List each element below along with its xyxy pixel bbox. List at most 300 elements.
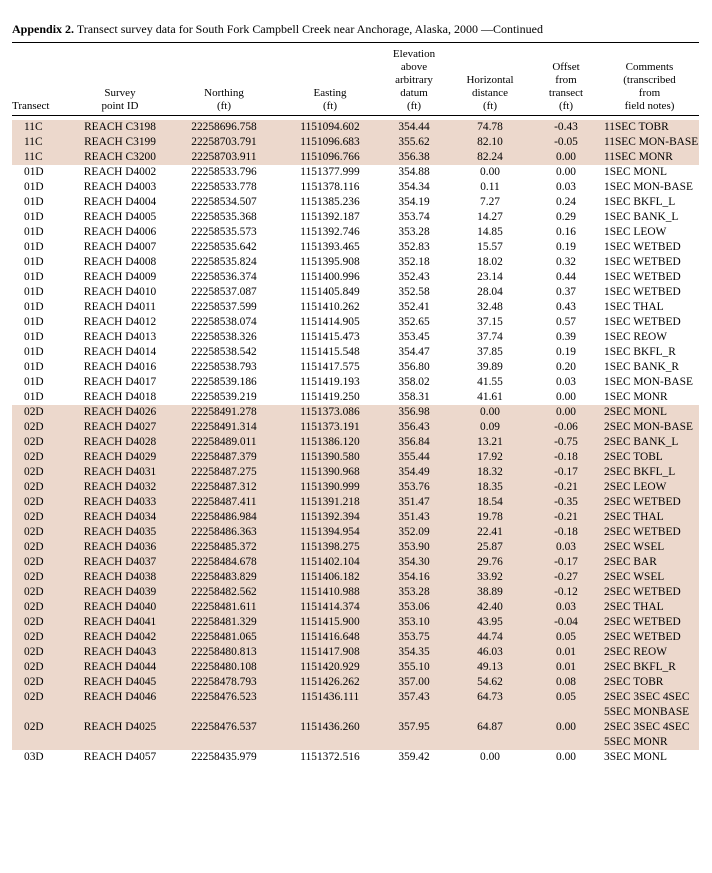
transect-cell: 02D (12, 570, 72, 585)
easting-cell: 1151402.104 (280, 555, 380, 570)
elevation-cell: 353.74 (398, 211, 430, 223)
easting-cell: 1151400.996 (300, 271, 360, 283)
elevation-cell: 355.62 (380, 135, 448, 150)
horizontal-distance-cell: 15.57 (477, 241, 503, 253)
northing-cell: 22258476.523 (168, 690, 280, 720)
survey-point-cell: REACH D4011 (83, 301, 157, 313)
easting-cell: 1151415.473 (300, 331, 360, 343)
survey-point-cell: REACH C3200 (72, 150, 168, 165)
elevation-cell: 354.35 (380, 645, 448, 660)
horizontal-distance-cell: 64.87 (448, 720, 532, 750)
transect-cell: 03D (24, 751, 44, 763)
header-line: Easting (313, 87, 347, 99)
survey-point-cell: REACH D4045 (72, 675, 168, 690)
elevation-cell: 353.28 (380, 585, 448, 600)
comments-cell: 1SEC WETBED (604, 316, 681, 328)
header-rule (12, 115, 699, 116)
offset-cell: 0.00 (556, 391, 576, 403)
table-title (12, 22, 543, 37)
transect-cell: 01D (24, 301, 44, 313)
easting-cell: 1151392.394 (280, 510, 380, 525)
survey-point-cell: REACH D4005 (83, 211, 157, 223)
northing-cell: 22258480.813 (168, 645, 280, 660)
table-row (12, 360, 699, 375)
table-row (12, 510, 699, 525)
elevation-cell: 358.02 (398, 376, 430, 388)
survey-point-cell: REACH D4046 (72, 690, 168, 720)
offset-cell: -0.12 (532, 585, 600, 600)
horizontal-distance-cell: 13.21 (448, 435, 532, 450)
survey-point-cell: REACH D4006 (83, 226, 157, 238)
elevation-cell: 357.43 (380, 690, 448, 720)
easting-cell: 1151410.988 (280, 585, 380, 600)
comments-cell: 11SEC MON-BASE (600, 135, 699, 150)
northing-cell: 22258485.372 (168, 540, 280, 555)
easting-cell: 1151373.191 (280, 420, 380, 435)
header-line: (transcribed (623, 74, 676, 86)
comments-cell: 2SEC LEOW (600, 480, 699, 495)
easting-cell: 1151419.193 (300, 376, 360, 388)
comments-cell: 2SEC MONL (600, 405, 699, 420)
horizontal-distance-cell: 49.13 (448, 660, 532, 675)
survey-point-cell: REACH D4044 (72, 660, 168, 675)
horizontal-distance-cell: 18.35 (448, 480, 532, 495)
transect-cell: 02D (12, 540, 72, 555)
header-line: Northing (204, 87, 244, 99)
northing-cell: 22258478.793 (168, 675, 280, 690)
offset-cell: 0.32 (556, 256, 576, 268)
elevation-cell: 353.28 (398, 226, 430, 238)
horizontal-distance-cell: 29.76 (448, 555, 532, 570)
comments-cell: 2SEC TOBL (600, 450, 699, 465)
comments-cell: 2SEC BANK_L (600, 435, 699, 450)
transect-cell: 02D (12, 525, 72, 540)
horizontal-distance-cell: 0.00 (480, 751, 500, 763)
elevation-cell: 354.44 (380, 120, 448, 135)
transect-cell: 01D (24, 241, 44, 253)
comments-cell: 2SEC BKFL_R (600, 660, 699, 675)
offset-cell: 0.19 (556, 241, 576, 253)
horizontal-distance-cell: 0.00 (480, 166, 500, 178)
table-row (12, 345, 699, 360)
horizontal-distance-cell: 23.14 (477, 271, 503, 283)
elevation-cell: 353.10 (380, 615, 448, 630)
header-line: distance (471, 87, 509, 99)
comments-cell: 2SEC WSEL (600, 540, 699, 555)
elevation-cell: 353.75 (380, 630, 448, 645)
horizontal-distance-cell: 46.03 (448, 645, 532, 660)
transect-cell: 11C (12, 135, 72, 150)
table-row (12, 270, 699, 285)
offset-cell: 0.03 (556, 181, 576, 193)
transect-cell: 01D (24, 271, 44, 283)
table-row (12, 285, 699, 300)
offset-cell: 0.00 (532, 150, 600, 165)
comments-cell: 1SEC THAL (604, 301, 664, 313)
transect-cell: 02D (12, 555, 72, 570)
comments-cell: 1SEC MON-BASE (604, 376, 693, 388)
survey-point-cell: REACH D4010 (83, 286, 157, 298)
easting-cell: 1151415.900 (280, 615, 380, 630)
northing-cell: 22258489.011 (168, 435, 280, 450)
survey-point-cell: REACH D4040 (72, 600, 168, 615)
transect-cell: 01D (24, 316, 44, 328)
survey-point-cell: REACH D4013 (83, 331, 157, 343)
comments-cell: 1SEC REOW (604, 331, 667, 343)
table-row (12, 480, 699, 495)
easting-cell: 1151395.908 (300, 256, 360, 268)
table-row (12, 720, 699, 750)
offset-cell: 0.43 (556, 301, 576, 313)
horizontal-distance-cell: 37.85 (477, 346, 503, 358)
northing-cell: 22258535.824 (191, 256, 257, 268)
top-rule (12, 42, 699, 43)
elevation-cell: 358.31 (398, 391, 430, 403)
header-line: Survey (104, 87, 136, 99)
comments-cell: 2SEC WETBED (600, 585, 699, 600)
survey-point-cell: REACH D4008 (83, 256, 157, 268)
table-row (12, 180, 699, 195)
survey-point-cell: REACH D4009 (83, 271, 157, 283)
offset-cell: 0.00 (556, 166, 576, 178)
northing-cell: 22258539.219 (191, 391, 257, 403)
table-caption: Transect survey data for South Fork Campbell Creek near Anchorage, Alaska, 2000 —Continued (76, 22, 543, 36)
northing-cell: 22258487.275 (168, 465, 280, 480)
header-offset (532, 45, 600, 113)
comments-cell: 1SEC LEOW (604, 226, 667, 238)
header-line: Transect (12, 100, 50, 112)
easting-cell: 1151390.580 (280, 450, 380, 465)
easting-cell: 1151385.236 (300, 196, 360, 208)
horizontal-distance-cell: 0.09 (448, 420, 532, 435)
survey-point-cell: REACH D4004 (83, 196, 157, 208)
transect-cell: 01D (24, 346, 44, 358)
horizontal-distance-cell: 41.61 (477, 391, 503, 403)
elevation-cell: 357.95 (380, 720, 448, 750)
offset-cell: 0.03 (532, 540, 600, 555)
table-row (12, 660, 699, 675)
comments-cell: 2SEC REOW (600, 645, 699, 660)
offset-cell: 0.01 (532, 660, 600, 675)
transect-cell: 02D (12, 600, 72, 615)
northing-cell: 22258703.791 (168, 135, 280, 150)
horizontal-distance-cell: 18.02 (477, 256, 503, 268)
transect-cell: 01D (24, 211, 44, 223)
comments-cell: 2SEC 3SEC 4SEC 5SEC MONBASE (600, 690, 699, 720)
northing-cell: 22258535.368 (191, 211, 257, 223)
table-row (12, 615, 699, 630)
easting-cell: 1151436.111 (280, 690, 380, 720)
header-line: datum (400, 87, 428, 99)
northing-cell: 22258539.186 (191, 376, 257, 388)
horizontal-distance-cell: 82.10 (448, 135, 532, 150)
offset-cell: 0.39 (556, 331, 576, 343)
transect-cell: 02D (12, 420, 72, 435)
comments-cell: 2SEC THAL (600, 510, 699, 525)
offset-cell: 0.19 (556, 346, 576, 358)
horizontal-distance-cell: 37.15 (477, 316, 503, 328)
table-row (12, 555, 699, 570)
northing-cell: 22258482.562 (168, 585, 280, 600)
northing-cell: 22258491.314 (168, 420, 280, 435)
comments-cell: 1SEC BKFL_L (604, 196, 676, 208)
horizontal-distance-cell: 0.00 (448, 405, 532, 420)
survey-point-cell: REACH D4037 (72, 555, 168, 570)
northing-cell: 22258480.108 (168, 660, 280, 675)
offset-cell: -0.06 (532, 420, 600, 435)
northing-cell: 22258696.758 (168, 120, 280, 135)
transect-cell: 02D (12, 510, 72, 525)
transect-cell: 01D (24, 256, 44, 268)
table-row (12, 195, 699, 210)
header-line: Comments (625, 61, 674, 73)
comments-cell: 2SEC TOBR (600, 675, 699, 690)
survey-point-cell: REACH C3198 (72, 120, 168, 135)
offset-cell: 0.01 (532, 645, 600, 660)
survey-point-cell: REACH C3199 (72, 135, 168, 150)
horizontal-distance-cell: 28.04 (477, 286, 503, 298)
table-row (12, 240, 699, 255)
elevation-cell: 352.58 (398, 286, 430, 298)
transect-cell: 01D (24, 226, 44, 238)
comments-cell: 2SEC WETBED (600, 525, 699, 540)
elevation-cell: 356.80 (398, 361, 430, 373)
horizontal-distance-cell: 22.41 (448, 525, 532, 540)
comments-cell: 1SEC MONL (604, 166, 667, 178)
survey-point-cell: REACH D4038 (72, 570, 168, 585)
table-row (12, 540, 699, 555)
table-row (12, 750, 699, 765)
horizontal-distance-cell: 14.85 (477, 226, 503, 238)
elevation-cell: 355.44 (380, 450, 448, 465)
transect-cell: 01D (24, 376, 44, 388)
transect-cell: 02D (12, 585, 72, 600)
elevation-cell: 352.83 (398, 241, 430, 253)
elevation-cell: 352.09 (380, 525, 448, 540)
table-row (12, 450, 699, 465)
offset-cell: 0.03 (532, 600, 600, 615)
northing-cell: 22258537.599 (191, 301, 257, 313)
table-row (12, 570, 699, 585)
northing-cell: 22258534.507 (191, 196, 257, 208)
transect-cell: 01D (24, 286, 44, 298)
elevation-cell: 354.30 (380, 555, 448, 570)
elevation-cell: 356.38 (380, 150, 448, 165)
comments-cell: 2SEC WSEL (600, 570, 699, 585)
comments-cell: 11SEC TOBR (600, 120, 699, 135)
elevation-cell: 352.43 (398, 271, 430, 283)
offset-cell: 0.08 (532, 675, 600, 690)
offset-cell: -0.05 (532, 135, 600, 150)
header-survey-point-id (72, 45, 168, 113)
survey-point-cell: REACH D4014 (83, 346, 157, 358)
horizontal-distance-cell: 33.92 (448, 570, 532, 585)
comments-cell: 1SEC BKFL_R (604, 346, 676, 358)
transect-cell: 01D (24, 331, 44, 343)
offset-cell: -0.18 (532, 450, 600, 465)
transect-cell: 02D (12, 450, 72, 465)
transect-cell: 01D (24, 391, 44, 403)
offset-cell: 0.05 (532, 630, 600, 645)
easting-cell: 1151378.116 (300, 181, 360, 193)
survey-point-cell: REACH D4027 (72, 420, 168, 435)
transect-cell: 01D (24, 361, 44, 373)
offset-cell: 0.16 (556, 226, 576, 238)
comments-cell: 2SEC THAL (600, 600, 699, 615)
horizontal-distance-cell: 32.48 (477, 301, 503, 313)
horizontal-distance-cell: 38.89 (448, 585, 532, 600)
header-line: Offset (552, 61, 580, 73)
horizontal-distance-cell: 41.55 (477, 376, 503, 388)
elevation-cell: 354.16 (380, 570, 448, 585)
offset-cell: -0.04 (532, 615, 600, 630)
offset-cell: 0.00 (532, 720, 600, 750)
transect-cell: 02D (12, 615, 72, 630)
header-line: (ft) (406, 100, 422, 112)
easting-cell: 1151373.086 (280, 405, 380, 420)
table-row (12, 150, 699, 165)
horizontal-distance-cell: 82.24 (448, 150, 532, 165)
northing-cell: 22258533.796 (191, 166, 257, 178)
easting-cell: 1151394.954 (280, 525, 380, 540)
transect-cell: 02D (12, 480, 72, 495)
offset-cell: -0.21 (532, 480, 600, 495)
table-row (12, 690, 699, 720)
offset-cell: -0.75 (532, 435, 600, 450)
comments-cell: 1SEC WETBED (604, 241, 681, 253)
easting-cell: 1151392.746 (300, 226, 360, 238)
offset-cell: 0.44 (556, 271, 576, 283)
easting-cell: 1151405.849 (300, 286, 360, 298)
elevation-cell: 354.34 (398, 181, 430, 193)
easting-cell: 1151096.683 (280, 135, 380, 150)
horizontal-distance-cell: 25.87 (448, 540, 532, 555)
northing-cell: 22258481.065 (168, 630, 280, 645)
survey-point-cell: REACH D4002 (83, 166, 157, 178)
transect-cell: 02D (12, 660, 72, 675)
table-row (12, 255, 699, 270)
offset-cell: -0.17 (532, 465, 600, 480)
survey-point-cell: REACH D4034 (72, 510, 168, 525)
elevation-cell: 352.41 (398, 301, 430, 313)
easting-cell: 1151426.262 (280, 675, 380, 690)
table-row (12, 330, 699, 345)
easting-cell: 1151414.905 (300, 316, 360, 328)
header-line: Elevation (392, 48, 436, 60)
elevation-cell: 354.88 (398, 166, 430, 178)
survey-point-cell: REACH D4031 (72, 465, 168, 480)
horizontal-distance-cell: 37.74 (477, 331, 503, 343)
horizontal-distance-cell: 18.54 (448, 495, 532, 510)
header-line: arbitrary (395, 74, 433, 86)
comments-cell: 2SEC WETBED (600, 495, 699, 510)
table-row (12, 630, 699, 645)
survey-point-cell: REACH D4017 (83, 376, 157, 388)
offset-cell: 0.24 (556, 196, 576, 208)
offset-cell: 0.37 (556, 286, 576, 298)
horizontal-distance-cell: 14.27 (477, 211, 503, 223)
easting-cell: 1151415.548 (300, 346, 360, 358)
survey-point-cell: REACH D4039 (72, 585, 168, 600)
transect-cell: 02D (12, 495, 72, 510)
survey-point-cell: REACH D4025 (72, 720, 168, 750)
easting-cell: 1151417.908 (280, 645, 380, 660)
elevation-cell: 352.18 (398, 256, 430, 268)
horizontal-distance-cell: 18.32 (448, 465, 532, 480)
table-row (12, 465, 699, 480)
survey-point-cell: REACH D4007 (83, 241, 157, 253)
survey-point-cell: REACH D4041 (72, 615, 168, 630)
table-row (12, 405, 699, 420)
table-row (12, 585, 699, 600)
northing-cell: 22258487.312 (168, 480, 280, 495)
northing-cell: 22258536.374 (191, 271, 257, 283)
offset-cell: 0.20 (556, 361, 576, 373)
elevation-cell: 354.49 (380, 465, 448, 480)
northing-cell: 22258537.087 (191, 286, 257, 298)
easting-cell: 1151417.575 (300, 361, 360, 373)
horizontal-distance-cell: 44.74 (448, 630, 532, 645)
offset-cell: -0.43 (532, 120, 600, 135)
northing-cell: 22258476.537 (168, 720, 280, 750)
horizontal-distance-cell: 7.27 (480, 196, 500, 208)
easting-cell: 1151386.120 (280, 435, 380, 450)
comments-cell: 1SEC BANK_L (604, 211, 679, 223)
northing-cell: 22258538.074 (191, 316, 257, 328)
northing-cell: 22258535.573 (191, 226, 257, 238)
elevation-cell: 353.76 (380, 480, 448, 495)
northing-cell: 22258435.979 (191, 751, 257, 763)
northing-cell: 22258487.379 (168, 450, 280, 465)
transect-cell: 01D (24, 181, 44, 193)
offset-cell: 0.05 (532, 690, 600, 720)
transect-cell: 01D (24, 196, 44, 208)
easting-cell: 1151410.262 (300, 301, 360, 313)
elevation-cell: 351.43 (380, 510, 448, 525)
header-line: field notes) (624, 100, 675, 112)
easting-cell: 1151390.999 (280, 480, 380, 495)
survey-data-table (12, 120, 699, 765)
northing-cell: 22258703.911 (168, 150, 280, 165)
table-row (12, 315, 699, 330)
easting-cell: 1151393.465 (300, 241, 360, 253)
survey-point-cell: REACH D4032 (72, 480, 168, 495)
comments-cell: 2SEC BKFL_L (600, 465, 699, 480)
comments-cell: 2SEC WETBED (600, 630, 699, 645)
easting-cell: 1151398.275 (280, 540, 380, 555)
horizontal-distance-cell: 19.78 (448, 510, 532, 525)
table-row (12, 165, 699, 180)
easting-cell: 1151377.999 (300, 166, 360, 178)
transect-cell: 01D (24, 166, 44, 178)
easting-cell: 1151390.968 (280, 465, 380, 480)
horizontal-distance-cell: 74.78 (448, 120, 532, 135)
transect-cell: 11C (12, 150, 72, 165)
header-horizontal-distance (448, 45, 532, 113)
elevation-cell: 353.90 (380, 540, 448, 555)
horizontal-distance-cell: 64.73 (448, 690, 532, 720)
offset-cell: -0.27 (532, 570, 600, 585)
survey-point-cell: REACH D4003 (83, 181, 157, 193)
header-transect (12, 45, 72, 113)
easting-cell: 1151391.218 (280, 495, 380, 510)
survey-point-cell: REACH D4036 (72, 540, 168, 555)
elevation-cell: 356.98 (380, 405, 448, 420)
easting-cell: 1151096.766 (280, 150, 380, 165)
offset-cell: 0.00 (556, 751, 576, 763)
transect-cell: 02D (12, 630, 72, 645)
offset-cell: -0.18 (532, 525, 600, 540)
